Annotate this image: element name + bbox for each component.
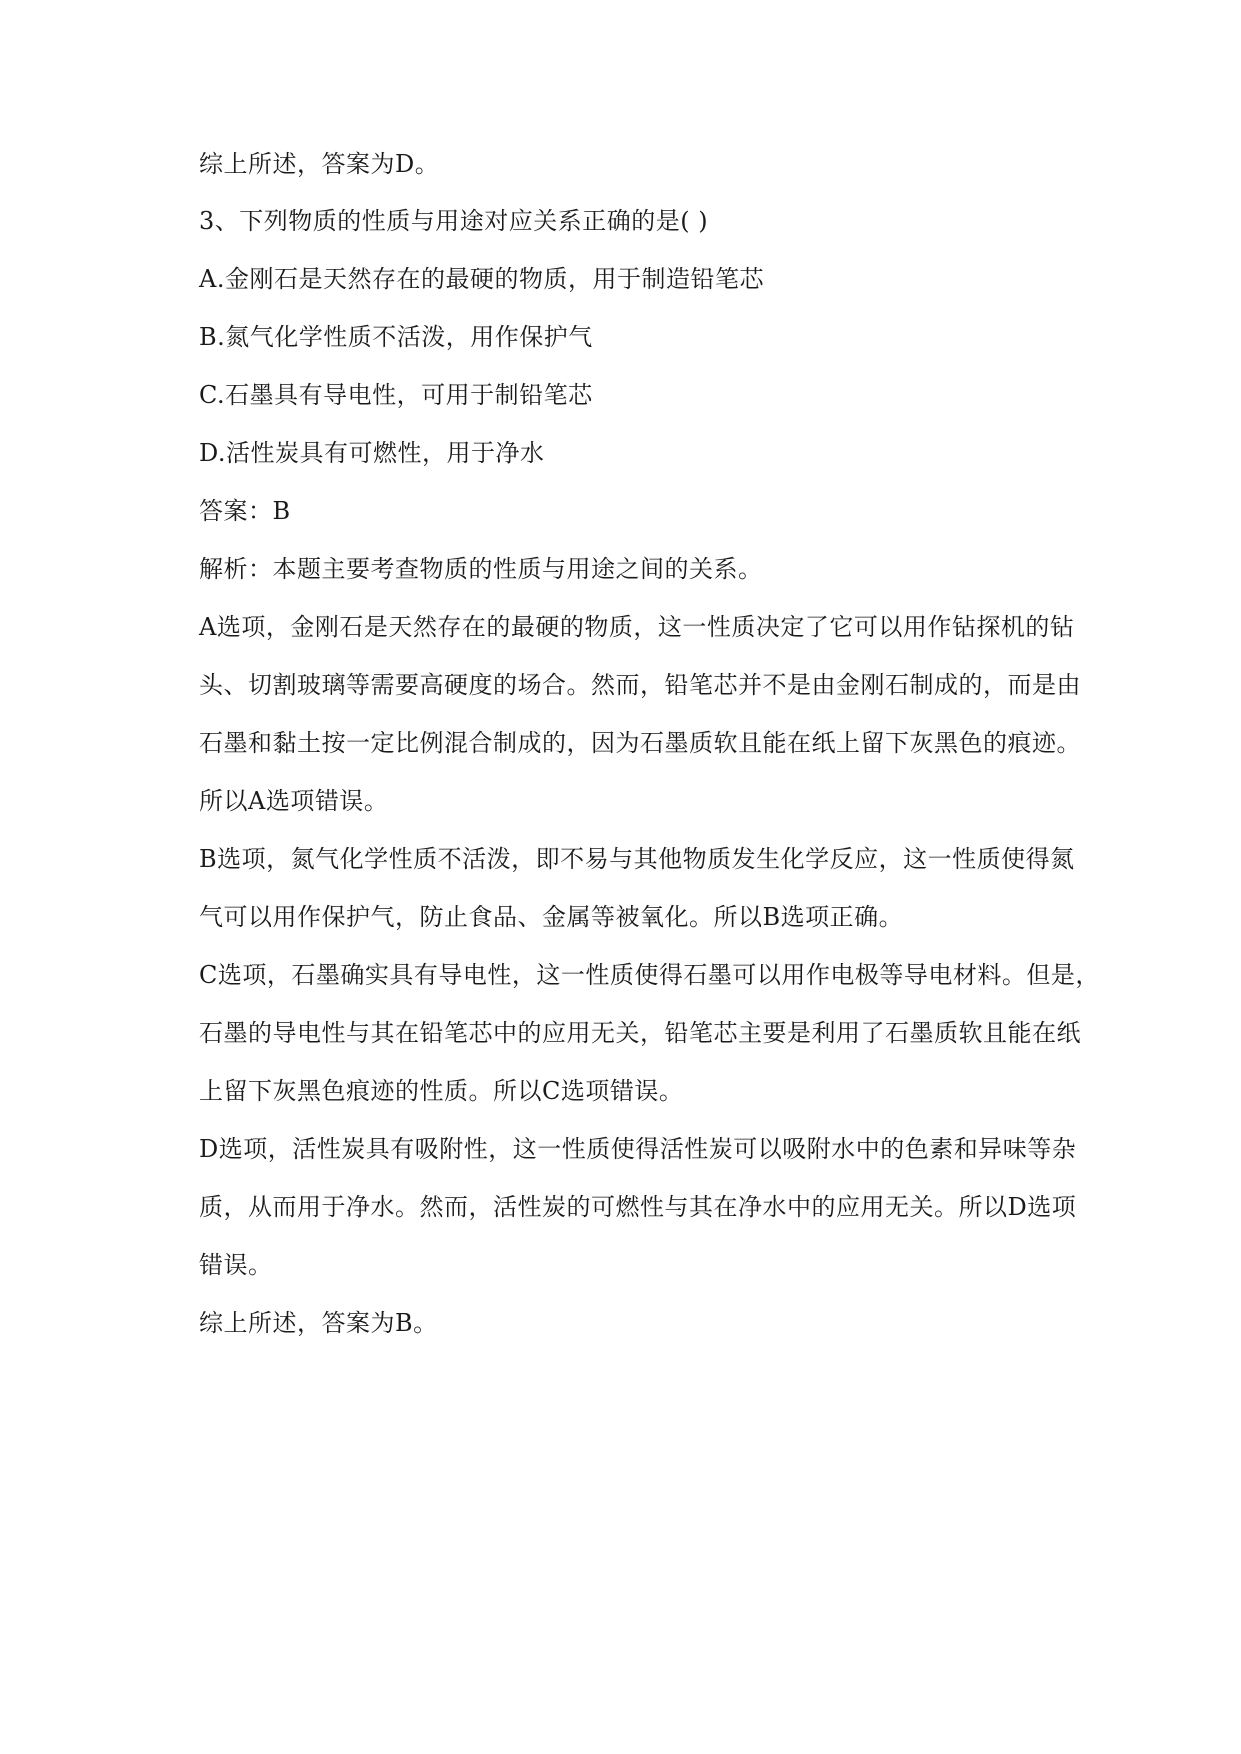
- option-a: A.金刚石是天然存在的最硬的物质，用于制造铅笔芯: [199, 265, 764, 293]
- analysis-b-line-2: 气可以用作保护气，防止食品、金属等被氧化。所以B选项正确。: [199, 903, 904, 931]
- analysis-d-line-3: 错误。: [199, 1251, 273, 1279]
- analysis-c-line-1: C选项，石墨确实具有导电性，这一性质使得石墨可以用作电极等导电材料。但是，: [199, 961, 1100, 989]
- analysis-a-line-3: 石墨和黏土按一定比例混合制成的，因为石墨质软且能在纸上留下灰黑色的痕迹。: [199, 729, 1081, 757]
- option-b: B.氮气化学性质不活泼，用作保护气: [199, 323, 593, 351]
- analysis-c-line-3: 上留下灰黑色痕迹的性质。所以C选项错误。: [199, 1077, 684, 1105]
- question-title: 3、下列物质的性质与用途对应关系正确的是( ): [199, 207, 709, 235]
- analysis-a-line-2: 头、切割玻璃等需要高硬度的场合。然而，铅笔芯并不是由金刚石制成的，而是由: [199, 671, 1081, 699]
- analysis-b-line-1: B选项，氮气化学性质不活泼，即不易与其他物质发生化学反应，这一性质使得氮: [199, 845, 1075, 873]
- analysis-d-line-2: 质，从而用于净水。然而，活性炭的可燃性与其在净水中的应用无关。所以D选项: [199, 1193, 1077, 1221]
- analysis-d-line-1: D选项，活性炭具有吸附性，这一性质使得活性炭可以吸附水中的色素和异味等杂: [199, 1135, 1077, 1163]
- option-d: D.活性炭具有可燃性，用于净水: [199, 439, 545, 467]
- summary-line: 综上所述，答案为B。: [199, 1309, 438, 1337]
- analysis-a-line-1: A选项，金刚石是天然存在的最硬的物质，这一性质决定了它可以用作钻探机的钻: [199, 613, 1075, 641]
- summary-line-previous: 综上所述，答案为D。: [199, 150, 440, 178]
- analysis-c-line-2: 石墨的导电性与其在铅笔芯中的应用无关，铅笔芯主要是利用了石墨质软且能在纸: [199, 1019, 1081, 1047]
- analysis-a-line-4: 所以A选项错误。: [199, 787, 389, 815]
- analysis-intro: 解析：本题主要考查物质的性质与用途之间的关系。: [199, 555, 763, 583]
- answer-line: 答案：B: [199, 497, 291, 525]
- option-c: C.石墨具有导电性，可用于制铅笔芯: [199, 381, 593, 409]
